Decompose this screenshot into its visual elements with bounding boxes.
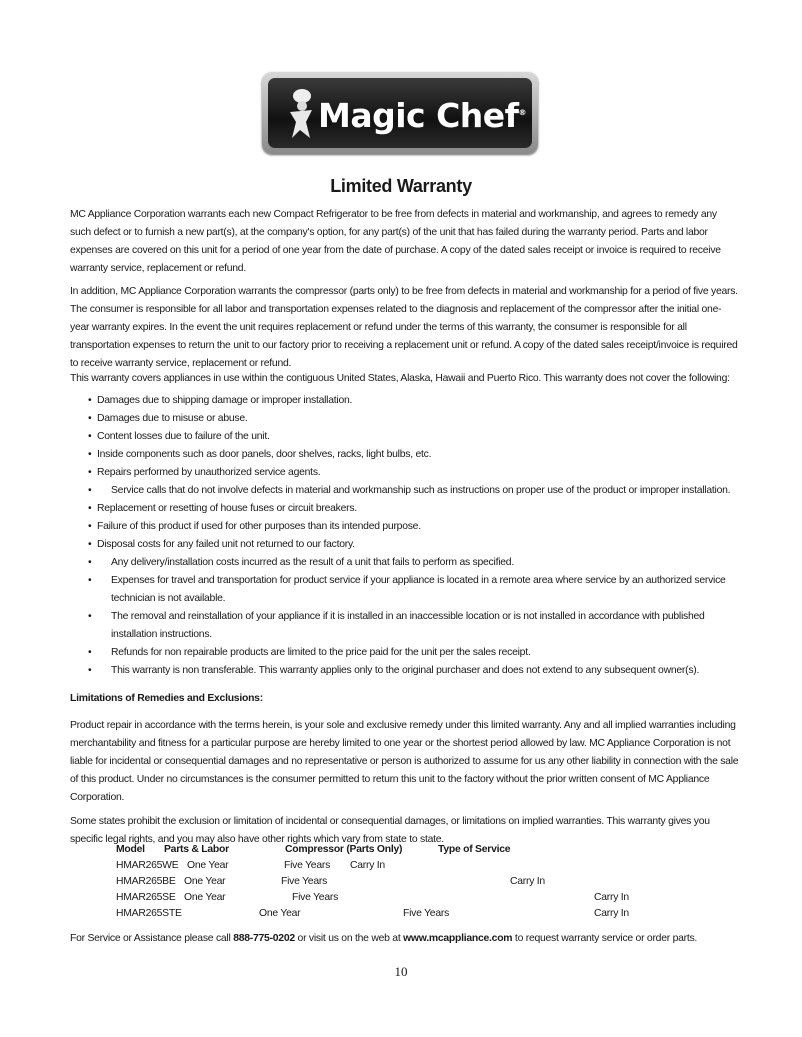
cell-model: HMAR265WE (116, 860, 179, 871)
list-item: • Inside components such as door panels, door shelves, racks, light bulbs, etc. (88, 446, 738, 464)
cell-parts-labor: One Year (187, 860, 229, 871)
list-item: • This warranty is non transferable. This warranty applies only to the original purchaser and does not extend to any subsequent owner(s). (88, 662, 738, 680)
header-compressor: Compressor (Parts Only) (285, 844, 403, 855)
cell-model: HMAR265SE (116, 892, 176, 903)
service-contact (70, 930, 770, 948)
list-item: • Service calls that do not involve defects in material and workmanship such as instructions on proper use of the product or improper installation. (88, 482, 738, 500)
cell-model: HMAR265STE (116, 908, 182, 919)
contact-text: or visit us on the web at (294, 933, 404, 944)
table-row (0, 876, 802, 892)
logo-text: Magic Chef® (318, 96, 527, 135)
list-item: • The removal and reinstallation of your appliance if it is installed in an inaccessible location or is not installed in accordance with published installation instructions. (88, 608, 738, 644)
compressor-paragraph: In addition, MC Appliance Corporation warrants the compressor (parts only) to be free from defects in material and workmanship for a period of five years. The consumer is responsible for all labor and transportation expenses related to the diagnosis and replacement of the compressor after the initial one-year warranty expires. In the event the unit requires replacement or refund under the terms of this warranty, the consumer is responsible for all transportation expenses to return the unit to our factory prior to receiving a replacement unit or refund. A copy of the dated sales receipt/invoice is required to receive warranty service, replacement or refund. (70, 286, 738, 369)
cell-service: Carry In (350, 860, 385, 871)
list-item: • Repairs performed by unauthorized service agents. (88, 464, 738, 482)
header-service: Type of Service (438, 844, 511, 855)
cell-parts-labor: One Year (184, 876, 226, 887)
chef-icon (282, 86, 318, 142)
header-model: Model (116, 844, 145, 855)
cell-compressor: Five Years (292, 892, 339, 903)
phone-number: 888-775-0202 (233, 933, 295, 944)
exclusions-list (88, 392, 738, 680)
list-item: • Expenses for travel and transportation for product service if your appliance is located in a remote area where service by an authorized service technician is not available. (88, 572, 738, 608)
header-parts-labor: Parts & Labor (164, 844, 229, 855)
table-row (0, 892, 802, 908)
website-link[interactable]: www.mcappliance.com (403, 933, 513, 944)
list-item: • Failure of this product if used for other purposes than its intended purpose. (88, 518, 738, 536)
list-item: • Damages due to misuse or abuse. (88, 410, 738, 428)
cell-parts-labor: One Year (184, 892, 226, 903)
list-item: • Disposal costs for any failed unit not returned to our factory. (88, 536, 738, 554)
page-title: Limited Warranty (330, 176, 472, 196)
cell-compressor: Five Years (281, 876, 328, 887)
contact-text: to request warranty service or order parts. (512, 933, 698, 944)
list-item: • Content losses due to failure of the unit. (88, 428, 738, 446)
table-row (0, 908, 802, 924)
cell-model: HMAR265BE (116, 876, 176, 887)
page-number: 10 (394, 964, 408, 979)
state-rights-paragraph: Some states prohibit the exclusion or limitation of incidental or consequential damages, or limitations on implied warranties. This warranty gives you specific legal rights, and you may also have other rights which vary from state to state. (70, 816, 710, 845)
magic-chef-logo (262, 72, 538, 154)
limitations-heading: Limitations of Remedies and Exclusions: (70, 693, 263, 704)
table-header (0, 844, 802, 860)
list-item: • Refunds for non repairable products are limited to the price paid for the unit per the sales receipt. (88, 644, 738, 662)
table-row (0, 860, 802, 876)
cell-service: Carry In (510, 876, 545, 887)
coverage-paragraph: This warranty covers appliances in use within the contiguous United States, Alaska, Hawaii and Puerto Rico. This warranty does not cover the following: (70, 373, 730, 384)
limitations-paragraph: Product repair in accordance with the terms herein, is your sole and exclusive remedy under this limited warranty. Any and all implied warranties including merchantability and fitness for a particular purpose are hereby limited to one year or the shortest period allowed by law. MC Appliance Corporation is not liable for incidental or consequential damages and no representative or person is authorized to assume for us any other liability in connection with the sale of this product. Under no circumstances is the consumer permitted to return this unit to the factory without the prior written consent of MC Appliance Corporation. (70, 720, 739, 803)
contact-text: For Service or Assistance please call (70, 933, 234, 944)
cell-service: Carry In (594, 908, 629, 919)
list-item: • Replacement or resetting of house fuses or circuit breakers. (88, 500, 738, 518)
cell-compressor: Five Years (403, 908, 450, 919)
list-item: • Any delivery/installation costs incurred as the result of a unit that fails to perform as specified. (88, 554, 738, 572)
list-item: • Damages due to shipping damage or improper installation. (88, 392, 738, 410)
cell-compressor: Five Years (284, 860, 331, 871)
cell-service: Carry In (594, 892, 629, 903)
intro-paragraph: MC Appliance Corporation warrants each new Compact Refrigerator to be free from defects in material and workmanship, and agrees to remedy any such defect or to furnish a new part(s), at the company's option, for any part(s) of the unit that has failed during the warranty period. Parts and labor expenses are covered on this unit for a period of one year from the date of purchase. A copy of the dated sales receipt or invoice is required to receive warranty service, replacement or refund. (70, 209, 721, 274)
cell-parts-labor: One Year (259, 908, 301, 919)
